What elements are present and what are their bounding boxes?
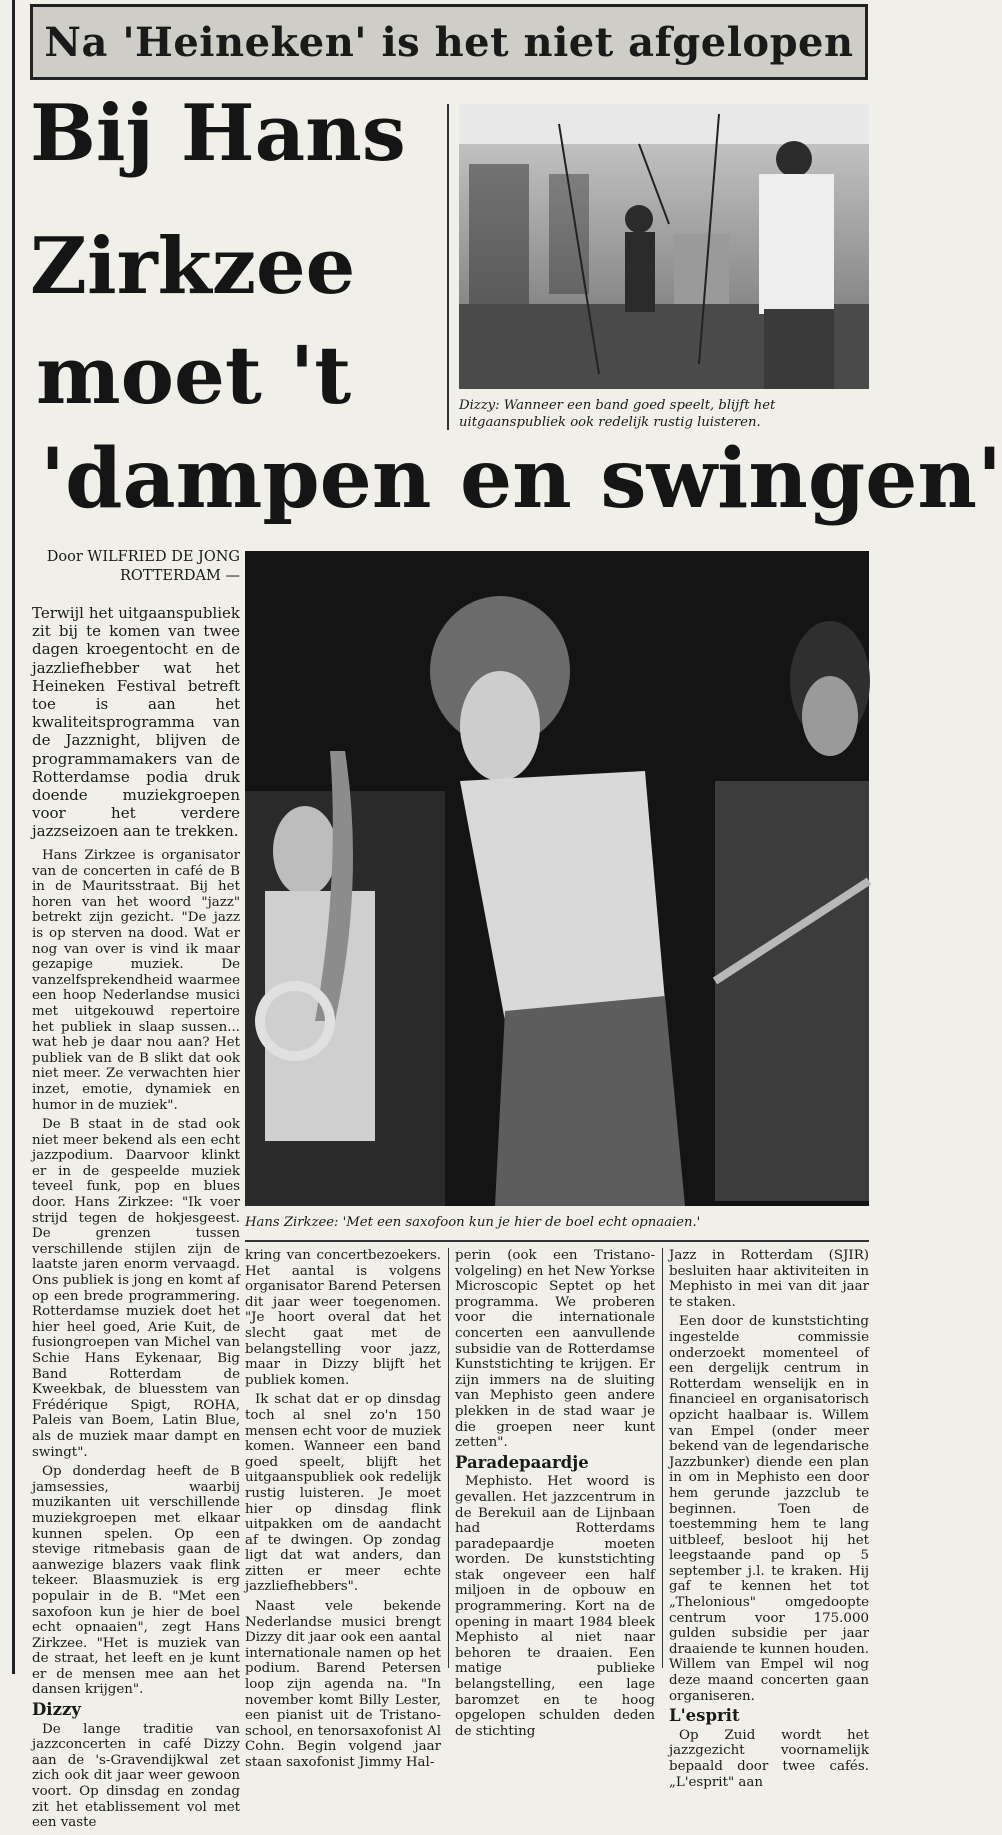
- subhead-lesprit: L'esprit: [669, 1706, 740, 1726]
- photo-dizzy-band: [459, 104, 869, 389]
- subhead-dizzy: Dizzy: [32, 1700, 81, 1720]
- photo-saxophonist-caption: Hans Zirkzee: 'Met een saxofoon kun je hier de boel echt opnaaien.': [245, 1215, 701, 1230]
- page-left-rule: [12, 0, 15, 1674]
- col2-paragraph-2: Ik schat dat er op dinsdag toch al snel zo'n 150 mensen echt voor de muziek komen. Wanneer een band goed speelt, blijft het uitgaanspubliek ook redelijk rustig luisteren. Je moet hier op dinsdag flink uitpakken om de aandacht af te dwingen. Op zondag ligt dat wat anders, dan zitten er meer echte jazzliefhebbers".: [245, 1392, 441, 1595]
- col1-paragraph-4: De lange traditie van jazzconcerten in café Dizzy aan de 's-Gravendijkwal zet zich ook dit jaar weer gewoon voort. Op dinsdag en zondag zit het etablissement vol met een vaste: [32, 1721, 240, 1831]
- col4-paragraph-2: Een door de kunststichting ingestelde commissie onderzoekt momenteel of een dergelijk centrum in Rotterdam wenselijk en in financieel en organisatorisch opzicht haalbaar is. Willem van Empel (onder meer bekend van de legendarische Jazzbunker) diende een plan in om in Mephisto een door hem gerunde jazzclub te beginnen. Toen de toestemming hem te lang uitbleef, besloot hij het leegstaande pand op 5 september j.l. te kraken. Hij gaf te kennen het tot „Thelonious" omgedoopte centrum voor 175.000 gulden subsidie per jaar draaiende te kunnen houden. Willem van Empel wil nog deze maand concerten gaan organiseren.: [669, 1314, 869, 1704]
- photo-dizzy-caption: Dizzy: Wanneer een band goed speelt, blijft het uitgaanspubliek ook redelijk rustig luisteren.: [459, 398, 776, 430]
- col3-paragraph-2: Mephisto. Het woord is gevallen. Het jazzcentrum in de Berekuil aan de Lijnbaan had Rotterdams paradepaardje moeten worden. De kunststichting stak ongeveer een half miljoen in de opbouw en programmering. Kort na de opening in maart 1984 bleek Mephisto al niet naar behoren te draaien. Een matige publieke belangstelling, een lage baromzet en te hoog opgelopen schulden deden de stichting: [455, 1474, 655, 1739]
- byline-dateline: ROTTERDAM —: [120, 568, 240, 584]
- headline-line-1: Bij Hans: [30, 88, 406, 179]
- column-divider-2: [448, 1248, 449, 1668]
- headline-line-4: 'dampen en swingen': [40, 431, 1002, 527]
- lower-columns-rule: [245, 1240, 869, 1242]
- photo-dizzy-illustration: [459, 104, 869, 389]
- col4-paragraph-1: Jazz in Rotterdam (SJIR) besluiten haar aktiviteiten in Mephisto in mei van dit jaar te staken.: [669, 1248, 869, 1310]
- kicker-banner: [30, 4, 868, 80]
- kicker-text: Na 'Heineken' is het niet afgelopen: [44, 18, 854, 66]
- byline-author: Door WILFRIED DE JONG: [46, 549, 240, 565]
- article-column-2: [245, 1248, 441, 1775]
- col2-paragraph-1: kring van concertbezoekers. Het aantal is volgens organisator Barend Petersen dit jaar weer toegenomen. "Je hoort overal dat het slecht gaat met de belangstelling voor jazz, maar in Dizzy blijft het publiek komen.: [245, 1248, 441, 1388]
- photo-divider-rule: [447, 104, 449, 430]
- article-column-1: [32, 848, 240, 1835]
- headline-line-2: Zirkzee: [30, 221, 356, 312]
- lead-paragraph: Terwijl het uitgaanspubliek zit bij te komen van twee dagen kroegentocht en de jazzliefhebber wat het Heineken Festival betreft toe is aan het kwaliteitsprogramma van de Jazznight, blijven de programmamakers van de Rotterdamse podia druk doende muziekgroepen voor het verdere jazzseizoen aan te trekken.: [32, 604, 240, 841]
- headline-line-3: moet 't: [36, 328, 352, 422]
- subhead-paradepaardje: Paradepaardje: [455, 1452, 589, 1472]
- col1-paragraph-1: Hans Zirkzee is organisator van de concerten in café de B in de Mauritsstraat. Bij het horen van het woord "jazz" betrekt zijn gezicht. "De jazz is op sterven na dood. Wat er nog van over is vind ik maar gezapige muziek. De vanzelfsprekendheid waarmee een hoop Nederlandse musici met uitgekouwd repertoire het publiek in slaap sussen... wat heb je daar nou aan? Het publiek van de B slikt dat ook niet meer. Ze verwachten hier inzet, emotie, dynamiek en humor in de muziek".: [32, 848, 240, 1113]
- col4-paragraph-3: Op Zuid wordt het jazzgezicht voornamelijk bepaald door twee cafés. „L'esprit" aan: [669, 1727, 869, 1790]
- article-column-4: [669, 1248, 869, 1794]
- article-column-3: [455, 1248, 655, 1743]
- col3-paragraph-1: perin (ook een Tristano-volgeling) en het New Yorkse Microscopic Septet op het programma. We proberen voor die internationale concerten een aanvullende subsidie van de Rotterdamse Kunststichting te krijgen. Er zijn immers na de sluiting van Mephisto geen andere plekken in de stad waar je die groepen neer kunt zetten".: [455, 1248, 655, 1451]
- col1-paragraph-2: De B staat in de stad ook niet meer bekend als een echt jazzpodium. Daarvoor klinkt er in de gespeelde muziek teveel funk, pop en blues door. Hans Zirkzee: "Ik voer strijd tegen de hokjesgeest. De grenzen tussen verschillende stijlen zijn de laatste jaren enorm vervaagd. Ons publiek is jong en komt af op een brede programmering. Rotterdamse muziek doet het hier heel goed, Arie Kuit, de fusiongroepen van Michel van Schie Hans Eykenaar, Big Band Rotterdam de Kweekbak, de bluesstem van Frédérique Spigt, ROHA, Paleis van Boem, Latin Blue, als de muziek maar dampt en swingt".: [32, 1117, 240, 1460]
- byline: [32, 549, 240, 585]
- col2-paragraph-3: Naast vele bekende Nederlandse musici brengt Dizzy dit jaar ook een aantal internationale namen op het podium. Barend Petersen loop zijn agenda na. "In november komt Billy Lester, een pianist uit de Tristano-school, en tenorsaxofonist Al Cohn. Begin volgend jaar staan saxofonist Jimmy Hal-: [245, 1599, 441, 1770]
- photo-saxophonist: [245, 551, 869, 1206]
- photo-saxophonist-illustration: [245, 551, 869, 1206]
- col1-paragraph-3: Op donderdag heeft de B jamsessies, waarbij muzikanten uit verschillende muziekgroepen met elkaar kunnen spelen. Op een stevige ritmebasis gaan de aanwezige blazers vaak flink tekeer. Blaasmuziek is erg populair in de B. "Met een saxofoon kun je hier de boel echt opnaaien", zegt Hans Zirkzee. "Het is muziek van de straat, het leeft en je kunt er de mensen mee aan het dansen krijgen".: [32, 1464, 240, 1698]
- column-divider-3: [662, 1248, 663, 1668]
